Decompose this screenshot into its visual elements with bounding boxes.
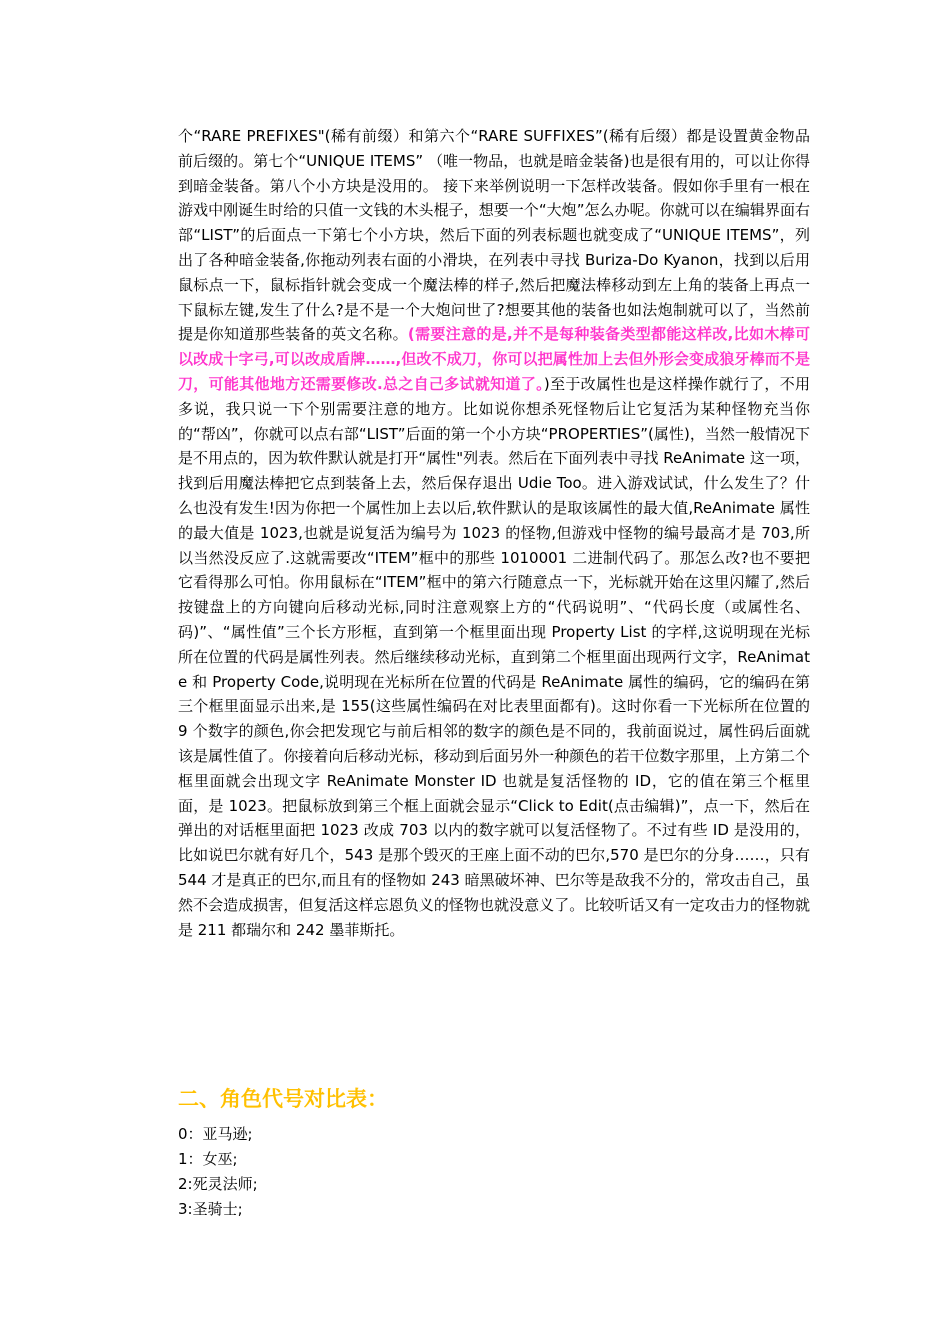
list-item: 1：女巫;	[178, 1150, 238, 1168]
character-code-list	[178, 1122, 258, 1222]
list-item: 0：亚马逊;	[178, 1125, 253, 1143]
highlighted-note: (需要注意的是,并不是每种装备类型都能这样改,比如木棒可以改成十字弓,可以改成盾牌……,但改不成刀，你可以把属性加上去但外形会变成狼牙棒而不是刀，可能其他地方还需要修改.总之自己多试就知道了。	[178, 325, 810, 393]
list-item: 3:圣骑士;	[178, 1200, 243, 1218]
paragraph-text-part1: 个“RARE PREFIXES"(稀有前缀）和第六个“RARE SUFFIXES”(稀有后缀）都是设置黄金物品前后缀的。第七个“UNIQUE ITEMS” （唯一物品，也就是暗金装备)也是很有用的，可以让你得到暗金装备。第八个小方块是没用的。 接下来举例说明一下怎样改装备。假如你手里有一根在游戏中刚诞生时给的只值一文钱的木头棍子，想要一个“大炮”怎么办呢。你就可以在编辑界面右部“LIST”的后面点一下第七个小方块，然后下面的列表标题也就变成了“UNIQUE ITEMS”，列出了各种暗金装备,你拖动列表右面的小滑块，在列表中寻找 Buriza-Do Kyanon，找到以后用鼠标点一下，鼠标指针就会变成一个魔法棒的样子,然后把魔法棒移动到左上角的装备上再点一下鼠标左键,发生了什么?是不是一个大炮问世了?想要其他的装备也如法炮制就可以了，当然前提是你知道那些装备的英文名称。	[178, 127, 810, 344]
section-heading: 二、角色代号对比表：	[178, 1087, 388, 1111]
body-paragraph	[178, 124, 810, 942]
list-item: 2:死灵法师;	[178, 1175, 258, 1193]
paragraph-text-part2: )至于改属性也是这样操作就行了，不用多说，我只说一下个别需要注意的地方。比如说你想杀死怪物后让它复活为某种怪物充当你的“帮凶”，你就可以点右部“LIST”后面的第一个小方块“PROPERTIES”(属性)，当然一般情况下是不用点的，因为软件默认就是打开“属性"列表。然后在下面列表中寻找 ReAnimate 这一项，找到后用魔法棒把它点到装备上去，然后保存退出 Udie Too。进入游戏试试，什么发生了？什么也没有发生!因为你把一个属性加上去以后,软件默认的是取该属性的最大值,ReAnimate 属性的最大值是 1023,也就是说复活为编号为 1023 的怪物,但游戏中怪物的编号最高才是 703,所以当然没反应了.这就需要改“ITEM”框中的那些 1010001 二进制代码了。那怎么改?也不要把它看得那么可怕。你用鼠标在“ITEM”框中的第六行随意点一下，光标就开始在这里闪耀了,然后按键盘上的方向键向后移动光标,同时注意观察上方的“代码说明”、“代码长度（或属性名、码)”、“属性值”三个长方形框，直到第一个框里面出现 Property List 的字样,这说明现在光标所在位置的代码是属性列表。然后继续移动光标，直到第二个框里面出现两行文字，ReAnimate 和 Property Code,说明现在光标所在位置的代码是 ReAnimate 属性的编码，它的编码在第三个框里面显示出来,是 155(这些属性编码在对比表里面都有)。这时你看一下光标所在位置的 9 个数字的颜色,你会把发现它与前后相邻的数字的颜色是不同的，我前面说过，属性码后面就该是属性值了。你接着向后移动光标，移动到后面另外一种颜色的若干位数字那里，上方第二个框里面就会出现文字 ReAnimate Monster ID 也就是复活怪物的 ID，它的值在第三个框里面，是 1023。把鼠标放到第三个框上面就会显示“Click to Edit(点击编辑)”，点一下，然后在弹出的对话框里面把 1023 改成 703 以内的数字就可以复活怪物了。不过有些 ID 是没用的，比如说巴尔就有好几个，543 是那个毁灭的王座上面不动的巴尔,570 是巴尔的分身……，只有 544 才是真正的巴尔,而且有的怪物如 243 暗黑破坏神、巴尔等是敌我不分的，常攻击自己，虽然不会造成损害，但复活这样忘恩负义的怪物也就没意义了。比较听话又有一定攻击力的怪物就是 211 都瑞尔和 242 墨菲斯托。	[178, 374, 810, 939]
